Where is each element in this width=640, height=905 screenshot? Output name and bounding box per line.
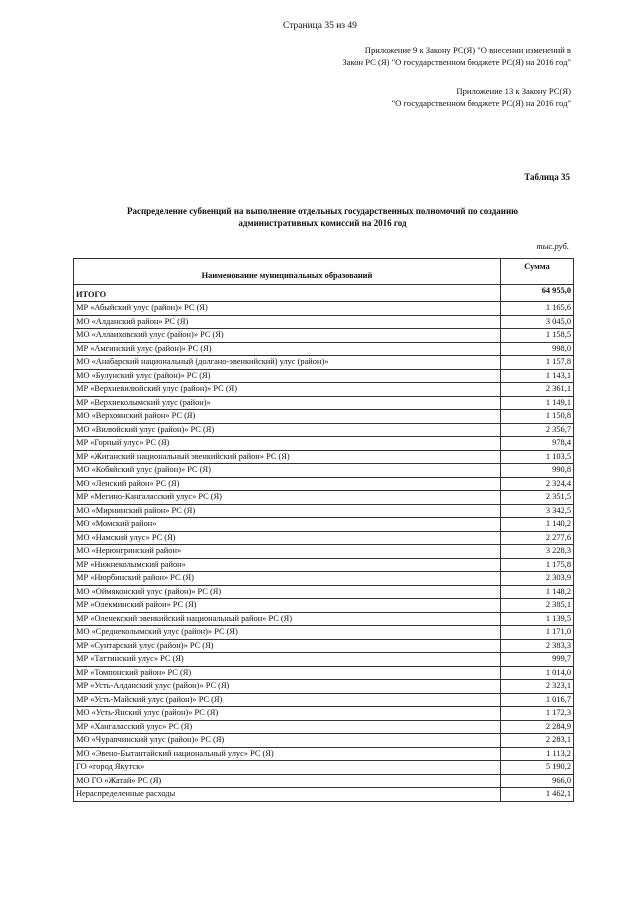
municipality-name: МО «Алданский район» РС (Я) [74,315,501,329]
subsidy-amount: 2 284,9 [501,720,574,734]
subsidy-amount: 1 149,1 [501,396,574,410]
subsidy-amount: 2 361,1 [501,383,574,397]
document-title-line-1: Распределение субвенций на выполнение отдельных государственных полномочий по созданию [126,206,519,216]
table-row [74,450,574,464]
municipality-name: МО «Эвено-Бытантайский национальный улус» РС (Я) [74,747,501,761]
total-value: 64 955,0 [501,285,574,302]
table-row [74,356,574,370]
municipality-name: МО «Чурапчинский улус (район)» РС (Я) [74,734,501,748]
subsidy-amount: 999,7 [501,653,574,667]
subsidy-table [73,258,574,802]
page-number: Страница 35 из 49 [283,21,357,31]
subsidy-amount: 1 103,5 [501,450,574,464]
subsidy-amount: 5 190,2 [501,761,574,775]
header-sum: Сумма [501,259,574,285]
municipality-name: МР «Олекминский район» РС (Я) [74,599,501,613]
units-label: тыс.руб. [536,241,569,251]
subsidy-amount: 1 157,8 [501,356,574,370]
subsidy-amount: 1 148,2 [501,585,574,599]
municipality-name: МО «Нерюнгринский район» [74,545,501,559]
subsidy-amount: 2 277,6 [501,531,574,545]
subsidy-amount: 1 143,1 [501,369,574,383]
table-row [74,558,574,572]
municipality-name: МР «Оленекский эвенкийский национальный район» РС (Я) [74,612,501,626]
table-row [74,396,574,410]
subsidy-amount: 2 303,9 [501,572,574,586]
total-row [74,285,574,302]
table-row [74,612,574,626]
appendix-9-line-2: Закон РС (Я) "О государственном бюджете РС(Я) на 2016 год" [342,57,571,67]
municipality-name: МР «Сунтарский улус (район)» РС (Я) [74,639,501,653]
table-row [74,315,574,329]
municipality-name: МО «Момский район» [74,518,501,532]
subsidy-amount: 966,0 [501,774,574,788]
subsidy-amount: 978,4 [501,437,574,451]
appendix-13-line-1: Приложение 13 к Закону РС(Я) [456,86,571,96]
table-row [74,680,574,694]
municipality-name: МР «Томпонский район» РС (Я) [74,666,501,680]
subsidy-amount: 1 014,0 [501,666,574,680]
municipality-name: МР «Усть-Майский улус (район)» РС (Я) [74,693,501,707]
subsidy-amount: 1 175,8 [501,558,574,572]
subsidy-amount: 1 165,6 [501,302,574,316]
table-row [74,302,574,316]
subsidy-amount: 1 158,5 [501,329,574,343]
table-header-row [74,259,574,285]
subsidy-amount: 2 323,1 [501,680,574,694]
document-title-line-2: административных комиссий на 2016 год [238,218,407,228]
subsidy-amount: 1 139,5 [501,612,574,626]
table-row [74,693,574,707]
municipality-name: МО «Оймяконский улус (район)» РС (Я) [74,585,501,599]
municipality-name: МР «Мегино-Кангаласский улус» РС (Я) [74,491,501,505]
municipality-name: МО «Вилюйский улус (район)» РС (Я) [74,423,501,437]
table-row [74,410,574,424]
table-row [74,734,574,748]
municipality-name: МО «Усть-Янский улус (район)» РС (Я) [74,707,501,721]
subsidy-amount: 1 140,2 [501,518,574,532]
municipality-name: МР «Нижнеколымский район» [74,558,501,572]
table-row [74,788,574,802]
table-row [74,329,574,343]
subsidy-amount: 990,8 [501,464,574,478]
subsidy-amount: 3 228,3 [501,545,574,559]
table-row [74,545,574,559]
subsidy-amount: 3 045,0 [501,315,574,329]
municipality-name: МР «Горный улус» РС (Я) [74,437,501,451]
municipality-name: МО «Ленский район» РС (Я) [74,477,501,491]
municipality-name: МО «Кобяйский улус (район)» РС (Я) [74,464,501,478]
municipality-name: МР «Усть-Алданский улус (район)» РС (Я) [74,680,501,694]
header-name: Наименование муниципальных образований [74,259,501,285]
municipality-name: МО ГО «Жатай» РС (Я) [74,774,501,788]
table-row [74,720,574,734]
municipality-name: МО «Мирнинский район» РС (Я) [74,504,501,518]
municipality-name: МР «Хангаласский улус» РС (Я) [74,720,501,734]
subsidy-amount: 1 462,1 [501,788,574,802]
municipality-name: МО «Среднеколымский улус (район)» РС (Я) [74,626,501,640]
table-row [74,585,574,599]
subsidy-amount: 2 283,1 [501,734,574,748]
table-row [74,531,574,545]
table-row [74,599,574,613]
subsidy-amount: 1 172,3 [501,707,574,721]
table-row [74,369,574,383]
subsidy-amount: 998,0 [501,342,574,356]
table-row [74,437,574,451]
table-row [74,626,574,640]
table-row [74,653,574,667]
municipality-name: МР «Амгинский улус (район)» РС (Я) [74,342,501,356]
table-row [74,491,574,505]
subsidy-amount: 1 113,2 [501,747,574,761]
table-row [74,774,574,788]
appendix-13-note [392,85,571,109]
municipality-name: МО «Верхоянский район» РС (Я) [74,410,501,424]
municipality-name: МО «Аллаиховский улус (район)» РС (Я) [74,329,501,343]
table-row [74,761,574,775]
table-row [74,423,574,437]
table-row [74,342,574,356]
subsidy-amount: 2 356,7 [501,423,574,437]
table-row [74,383,574,397]
municipality-name: МР «Таттинский улус» РС (Я) [74,653,501,667]
table-row [74,518,574,532]
municipality-name: МР «Жиганский национальный эвенкийский район» РС (Я) [74,450,501,464]
subsidy-amount: 1 150,8 [501,410,574,424]
table-row [74,504,574,518]
municipality-name: МР «Нюрбинский район» РС (Я) [74,572,501,586]
municipality-name: МО «Намский улус» РС (Я) [74,531,501,545]
document-title [90,205,555,229]
table-row [74,747,574,761]
subsidy-amount: 2 383,3 [501,639,574,653]
table-row [74,572,574,586]
municipality-name: МО «Булунский улус (район)» РС (Я) [74,369,501,383]
municipality-name: МР «Верхнеколымский улус (район)» [74,396,501,410]
subsidy-amount: 1 016,7 [501,693,574,707]
subsidy-amount: 1 171,0 [501,626,574,640]
municipality-name: ГО «город Якутск» [74,761,501,775]
table-label: Таблица 35 [524,172,570,182]
table-row [74,464,574,478]
municipality-name: Нераспределенные расходы [74,788,501,802]
subsidy-amount: 2 385,1 [501,599,574,613]
municipality-name: МР «Абыйский улус (район)» РС (Я) [74,302,501,316]
table-row [74,477,574,491]
appendix-9-line-1: Приложение 9 к Закону РС(Я) "О внесении изменений в [364,45,571,55]
table-row [74,666,574,680]
appendix-13-line-2: "О государственном бюджете РС(Я) на 2016 год" [391,98,571,108]
total-label: ИТОГО [74,285,501,302]
table-row [74,639,574,653]
subsidy-amount: 3 342,5 [501,504,574,518]
municipality-name: МР «Верхневилюйский улус (район)» РС (Я) [74,383,501,397]
subsidy-amount: 2 324,4 [501,477,574,491]
subsidy-amount: 2 351,5 [501,491,574,505]
municipality-name: МО «Анабарский национальный (долгано-эвенкийский) улус (район)» [74,356,501,370]
appendix-9-note [342,44,571,68]
table-row [74,707,574,721]
